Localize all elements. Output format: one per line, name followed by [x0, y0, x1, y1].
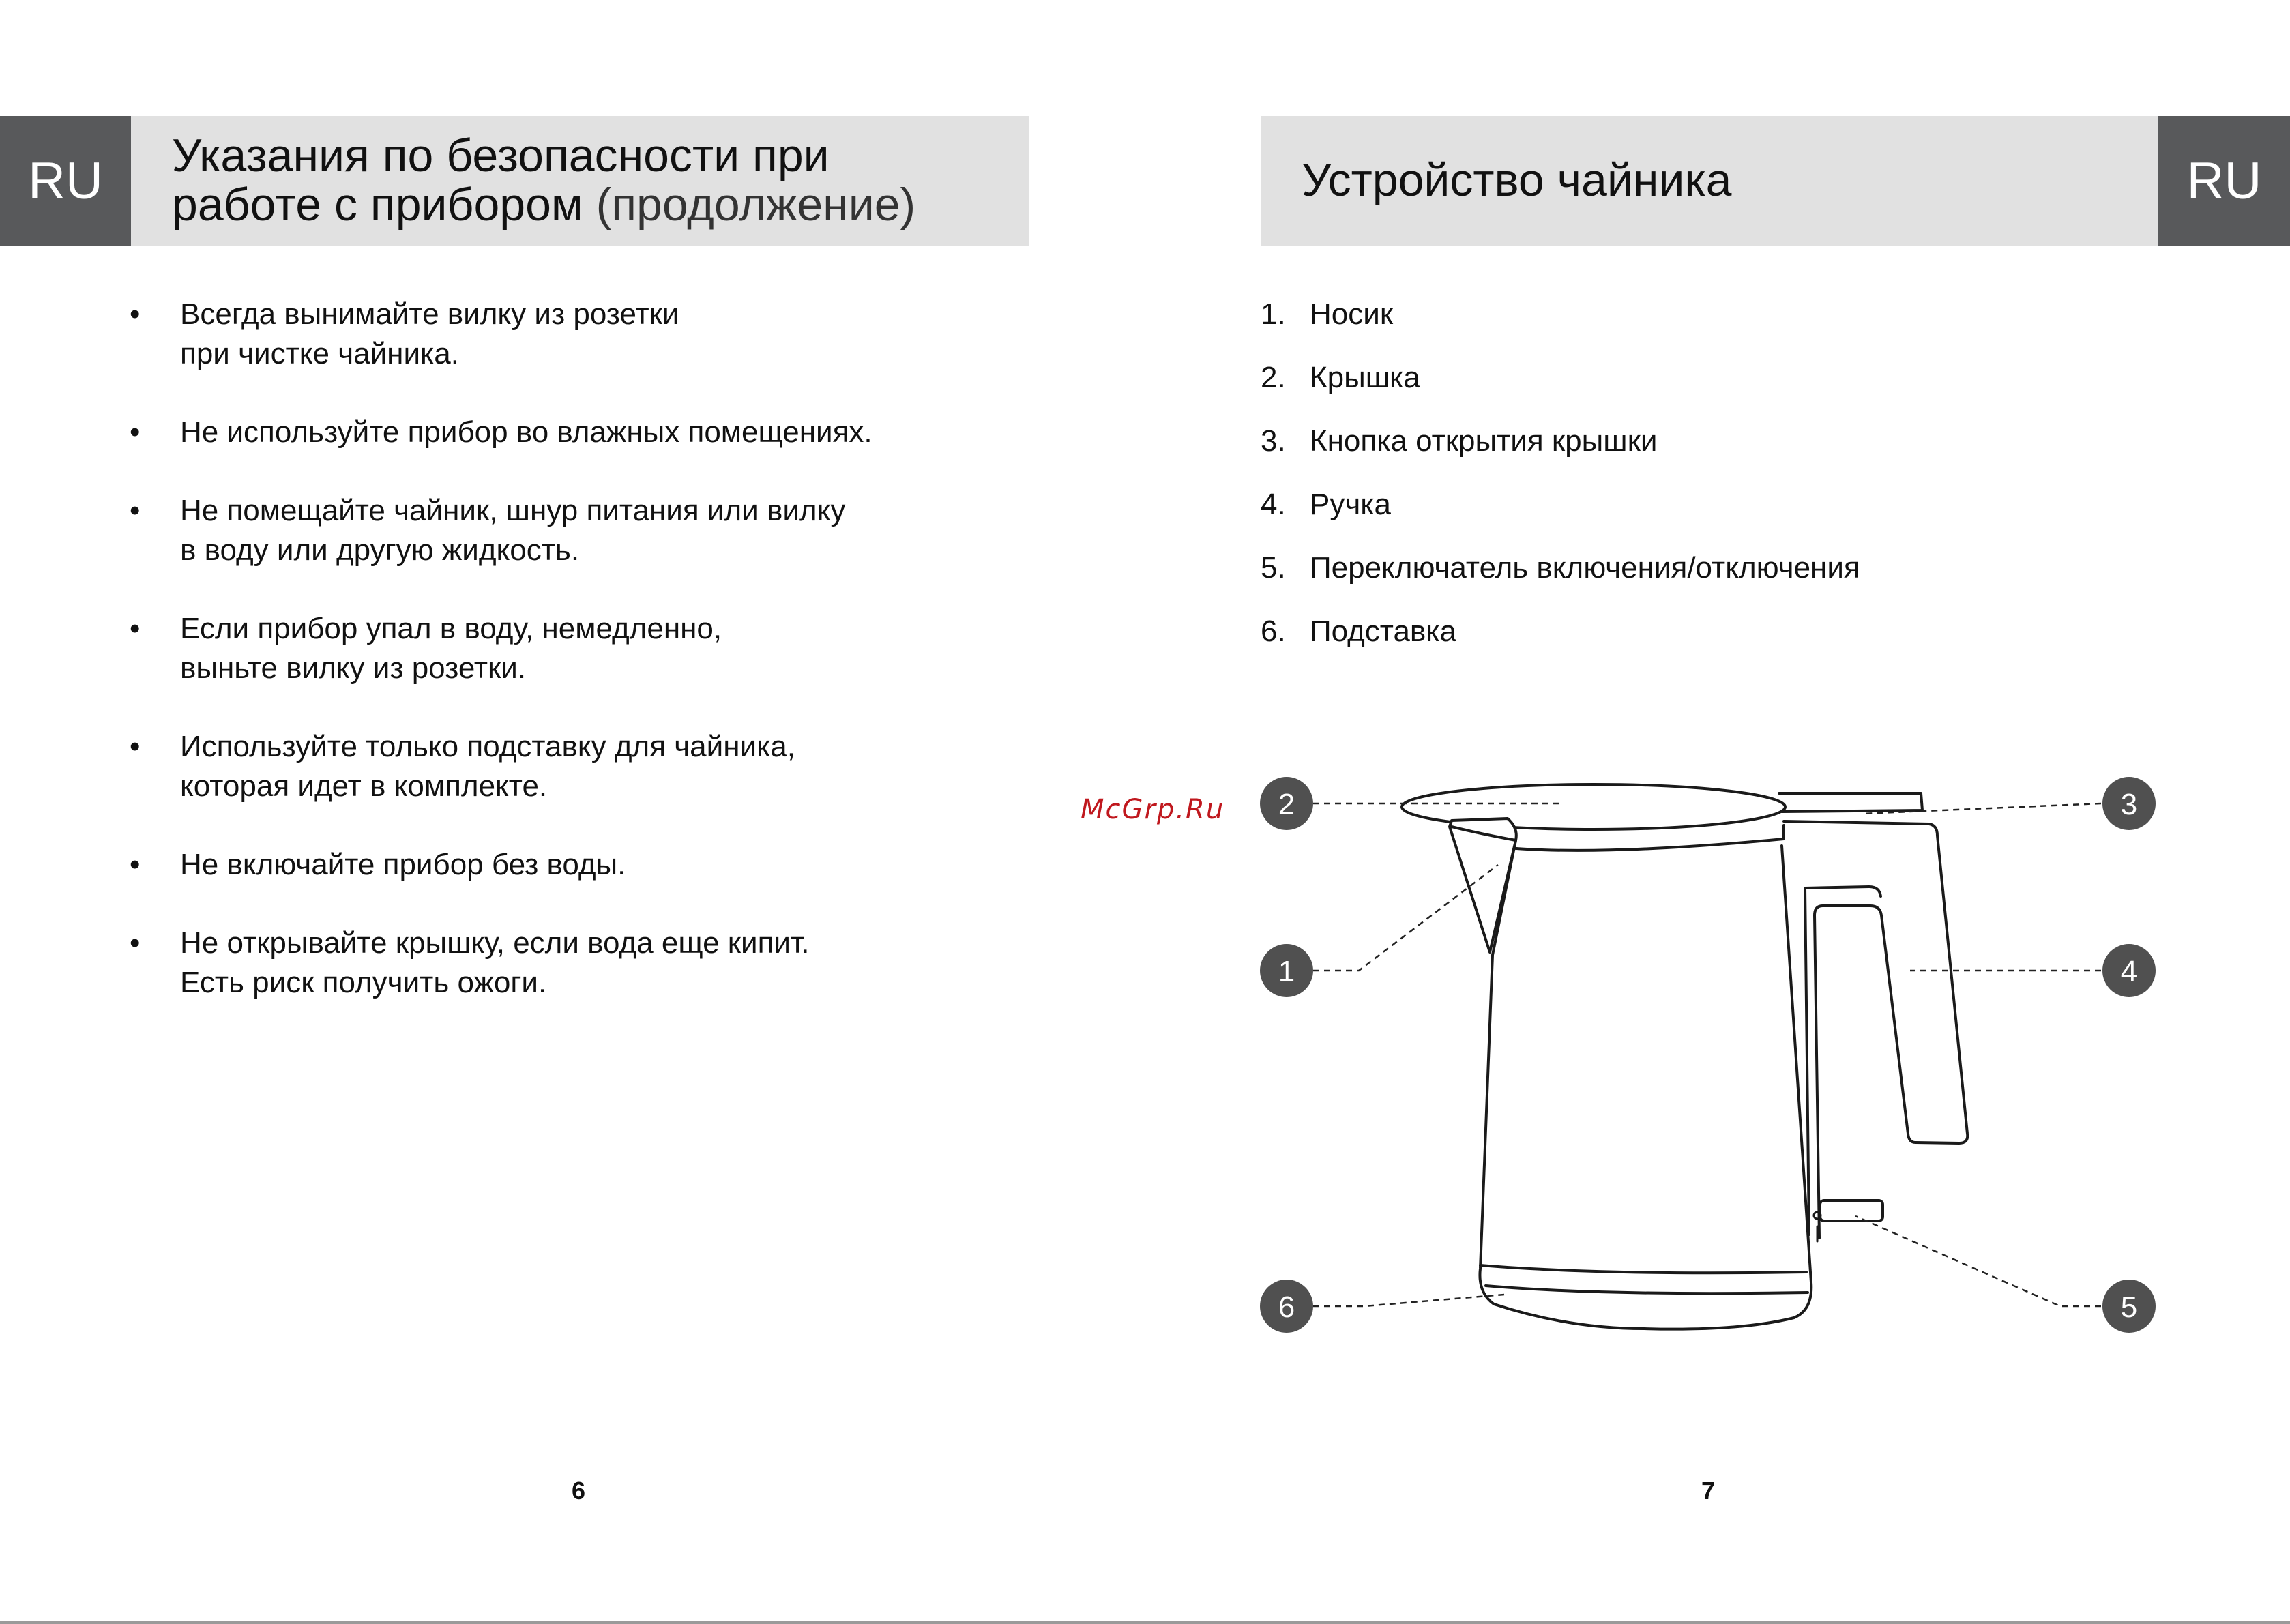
bullet-text-line: Не включайте прибор без воды.: [180, 848, 626, 881]
left-title-continued: (продолжение): [583, 179, 916, 231]
bullet-text-line: Не открывайте крышку, если вода еще кипит.: [180, 926, 810, 960]
bullet-dot: •: [130, 494, 141, 527]
bullet-text-line: при чистке чайника.: [180, 337, 459, 370]
watermark: McGrp.Ru: [1081, 794, 1225, 825]
bullet-text-line: Используйте только подставку для чайника,: [180, 730, 795, 763]
page-number-left: 6: [572, 1477, 586, 1505]
part-label: Крышка: [1310, 361, 1420, 394]
bullet-dot: •: [130, 415, 141, 449]
language-tab-right: RU: [2158, 116, 2290, 246]
part-number: 5.: [1261, 551, 1286, 585]
part-label: Носик: [1310, 297, 1394, 331]
kettle-handle: [1784, 821, 1967, 1238]
bullet-dot: •: [130, 297, 141, 331]
bullet-dot: •: [130, 848, 141, 881]
part-label: Переключатель включения/отключения: [1310, 551, 1860, 585]
page-number-right: 7: [1701, 1477, 1716, 1505]
leader-3: [1862, 803, 2101, 814]
bullet-text-line: Всегда вынимайте вилку из розетки: [180, 297, 679, 331]
part-label: Подставка: [1310, 615, 1456, 648]
bullet-text-line: Есть риск получить ожоги.: [180, 966, 547, 999]
callout-3: 3: [2120, 788, 2138, 821]
language-tab-left: RU: [0, 116, 131, 246]
callout-6: 6: [1278, 1290, 1295, 1324]
kettle-body: [1480, 840, 1811, 1329]
leader-6: [1313, 1295, 1504, 1306]
bottom-divider: [0, 1621, 2290, 1624]
lid-button: [1779, 793, 1922, 812]
right-page-title: Устройство чайника: [1302, 154, 1732, 206]
callout-1: 1: [1278, 955, 1295, 988]
callout-4: 4: [2120, 955, 2138, 988]
bullet-text-line: Если прибор упал в воду, немедленно,: [180, 612, 722, 645]
callout-2: 2: [1278, 788, 1295, 821]
power-switch: [1820, 1200, 1883, 1221]
bullet-text-line: Не используйте прибор во влажных помещениях.: [180, 415, 872, 449]
kettle-base-band: [1480, 1265, 1806, 1273]
left-title-line1: Указания по безопасности при: [172, 130, 830, 181]
leader-5: [1855, 1216, 2101, 1306]
bullet-text-line: которая идет в комплекте.: [180, 769, 548, 803]
part-number: 4.: [1261, 488, 1286, 521]
part-number: 2.: [1261, 361, 1286, 394]
part-number: 6.: [1261, 615, 1286, 648]
part-number: 3.: [1261, 424, 1286, 458]
part-label: Кнопка открытия крышки: [1310, 424, 1658, 458]
bullet-text-line: в воду или другую жидкость.: [180, 533, 580, 567]
part-label: Ручка: [1310, 488, 1391, 521]
bullet-dot: •: [130, 612, 141, 645]
bullet-dot: •: [130, 730, 141, 763]
bullet-dot: •: [130, 926, 141, 960]
bullet-text-line: Не помещайте чайник, шнур питания или вилку: [180, 494, 846, 527]
part-number: 1.: [1261, 297, 1286, 331]
bullet-text-line: выньте вилку из розетки.: [180, 651, 527, 685]
callout-5: 5: [2120, 1290, 2138, 1324]
left-title-line2-main: работе с прибором: [172, 179, 583, 231]
